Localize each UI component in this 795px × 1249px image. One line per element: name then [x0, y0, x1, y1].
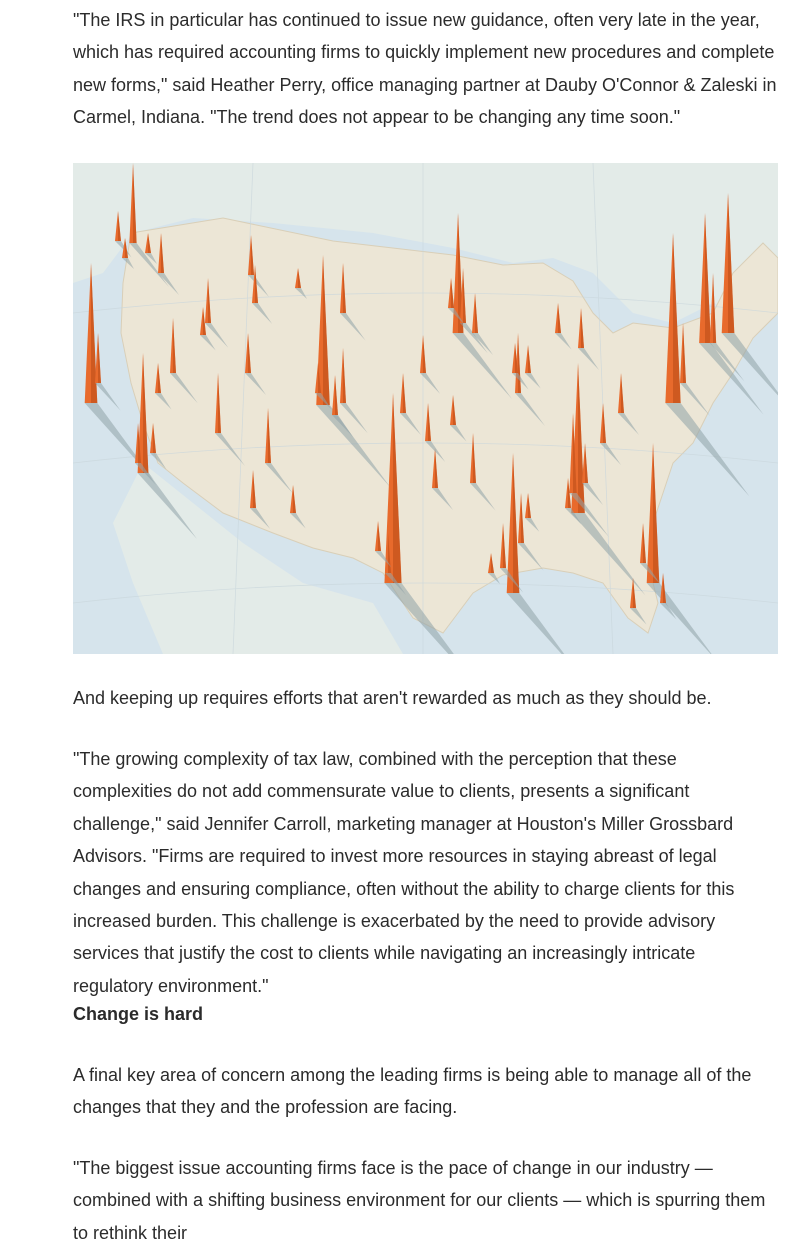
- article-paragraph-2: And keeping up requires efforts that aren't rewarded as much as they should be.: [73, 688, 712, 708]
- firms-spike-map: [73, 163, 778, 654]
- spike-shading: [98, 333, 101, 383]
- spike-shading: [663, 573, 666, 603]
- article-paragraph-1: "The IRS in particular has continued to issue new guidance, often very late in the year, which has required accounting firms to quickly implement new procedures and complete new forms," said Heather Perry, office managing partner at Dauby O'Connor & Zaleski in Carmel, Indiana. "The trend does not appear to be changing any time soon.": [73, 10, 777, 128]
- us-map-graphic: [73, 163, 778, 654]
- article-paragraph-4: A final key area of concern among the leading firms is being able to manage all of the changes that they and the profession are facing.: [73, 1065, 752, 1118]
- article-paragraph-3: "The growing complexity of tax law, combined with the perception that these complexities do not add commensurate value to clients, presents a significant challenge," said Jennifer Carroll, marketing manager at Houston's Miller Grossbard Advisors. "Firms are required to invest more resources in staying abreast of legal changes and ensuring compliance, often without the ability to charge clients for this increased burden. This challenge is exacerbated by the need to provide advisory services that justify the cost to clients while navigating an increasingly intricate regulatory environment.": [73, 749, 735, 996]
- article-paragraph-5: "The biggest issue accounting firms face is the pace of change in our industry — combined with a shifting business environment for our clients — which is spurring them to rethink their: [73, 1158, 766, 1243]
- spike-shadow: [507, 593, 576, 654]
- section-heading: Change is hard: [73, 1004, 204, 1024]
